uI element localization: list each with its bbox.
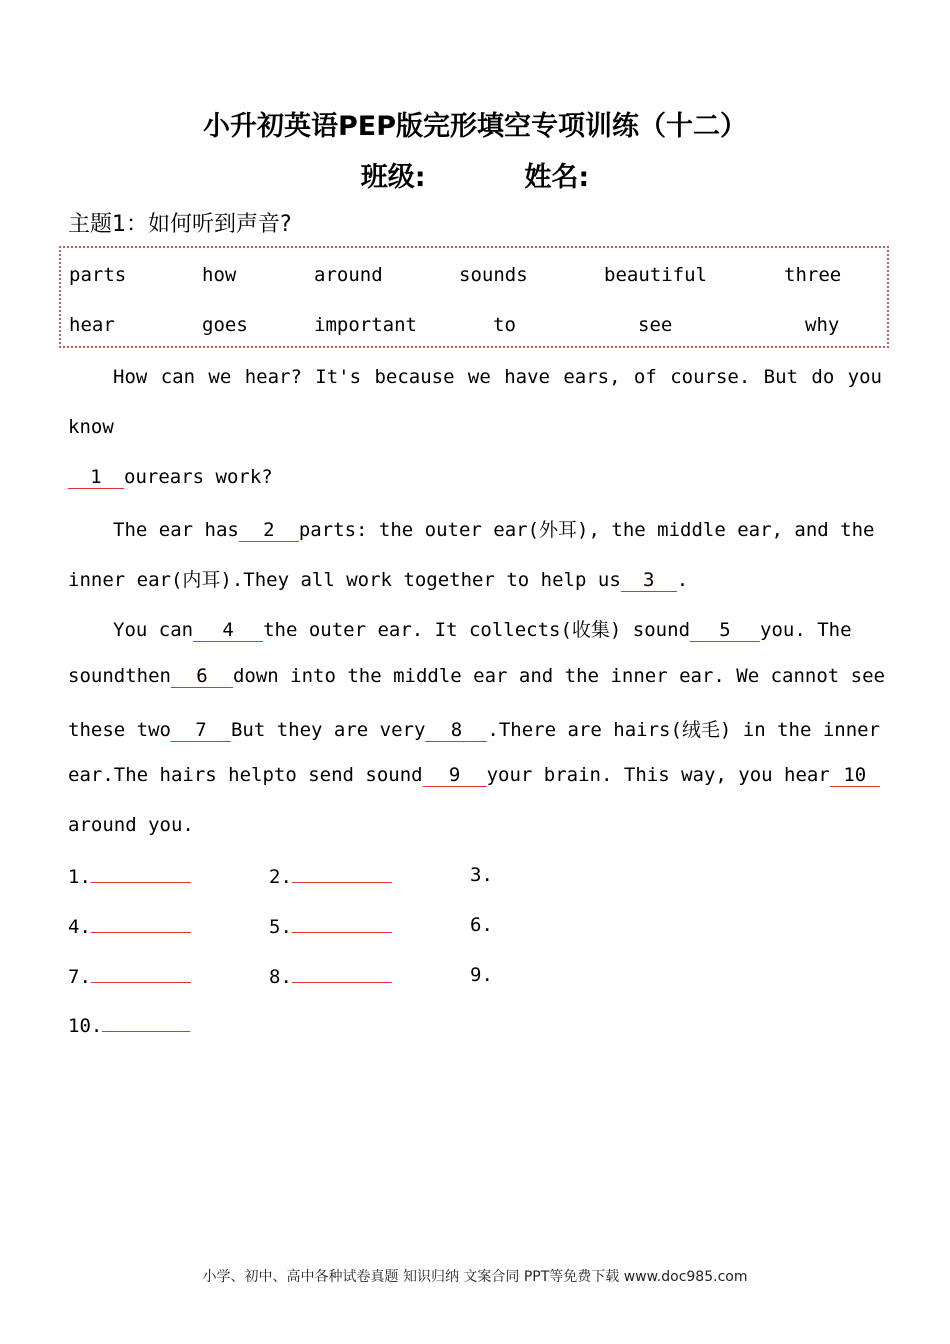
answer-number: 5. — [269, 916, 292, 938]
blank-4[interactable]: 4 — [193, 621, 263, 642]
answer-item — [269, 914, 392, 938]
passage-text: .There are hairs(绒毛) in the inner — [487, 719, 881, 741]
answer-number: 1. — [68, 866, 91, 888]
word-bank-item: around — [314, 264, 383, 286]
word-bank-item: parts — [69, 264, 127, 286]
blank-6[interactable]: 6 — [171, 667, 233, 688]
blank-9[interactable]: 9 — [423, 766, 487, 787]
answer-item — [68, 964, 191, 988]
word-bank-item: sounds — [459, 264, 528, 286]
blank-10[interactable]: 10 — [830, 766, 880, 787]
passage-line — [68, 466, 273, 489]
word-bank-item: how — [202, 264, 237, 286]
passage-line: How can we hear? It's because we have ears, of course. But do you — [113, 366, 882, 388]
answer-number: 3. — [470, 864, 493, 886]
word-bank — [59, 246, 889, 348]
word-bank-item: see — [638, 314, 673, 336]
blank-5[interactable]: 5 — [690, 621, 760, 642]
passage-text: ear.The hairs helpto send sound — [68, 764, 423, 786]
answer-line-10[interactable] — [102, 1013, 190, 1032]
passage-text: these two — [68, 719, 171, 741]
blank-8[interactable]: 8 — [425, 721, 487, 742]
word-bank-item: beautiful — [604, 264, 707, 286]
answer-item — [68, 914, 191, 938]
page-footer: 小学、初中、高中各种试卷真题 知识归纳 文案合同 PPT等免费下载 www.doc985.com — [202, 1269, 748, 1285]
answer-line-5[interactable] — [292, 914, 392, 933]
passage-text: parts: the outer ear(外耳), the middle ear, and the — [298, 519, 875, 541]
answer-item — [68, 864, 191, 888]
answer-item — [269, 964, 392, 988]
answer-line-1[interactable] — [91, 864, 191, 883]
passage-text: But they are very — [230, 719, 426, 741]
passage-line — [68, 665, 885, 688]
passage-text: the outer ear. It collects(收集) sound — [263, 619, 691, 641]
student-info — [0, 155, 950, 194]
answer-line-4[interactable] — [91, 914, 191, 933]
passage-text: you. The — [760, 619, 852, 641]
passage-text: You can — [113, 619, 194, 641]
passage-line — [68, 764, 880, 787]
word-bank-item: goes — [202, 314, 248, 336]
word-bank-item: why — [805, 314, 840, 336]
answer-item — [470, 914, 493, 936]
answer-line-8[interactable] — [292, 964, 392, 983]
answer-number: 7. — [68, 966, 91, 988]
answer-item — [269, 864, 392, 888]
word-bank-item: to — [493, 314, 516, 336]
passage-line — [68, 715, 880, 742]
answer-line-7[interactable] — [91, 964, 191, 983]
page-title: 小升初英语PEP版完形填空专项训练（十二） — [202, 111, 748, 142]
answer-item — [470, 964, 493, 986]
passage-text: ourears work? — [124, 466, 273, 488]
word-bank-item: hear — [69, 314, 115, 336]
blank-3[interactable]: 3 — [621, 571, 677, 592]
answer-number: 2. — [269, 866, 292, 888]
word-bank-item: important — [314, 314, 417, 336]
passage-text: The ear has — [113, 519, 239, 541]
topic-heading: 主题1：如何听到声音? — [68, 212, 292, 237]
passage-line — [113, 515, 882, 542]
class-label: 班级: — [360, 162, 426, 193]
passage-line — [68, 565, 688, 592]
answer-number: 8. — [269, 966, 292, 988]
passage-line — [113, 615, 852, 642]
passage-line: around you. — [68, 814, 194, 836]
answer-line-2[interactable] — [292, 864, 392, 883]
name-label: 姓名: — [524, 162, 590, 193]
passage-text: soundthen — [68, 665, 171, 687]
word-bank-item: three — [784, 264, 842, 286]
blank-1[interactable]: 1 — [68, 468, 124, 489]
passage-text: down into the middle ear and the inner ear. We cannot see — [232, 665, 885, 687]
answer-number: 9. — [470, 964, 493, 986]
passage-text: inner ear(内耳).They all work together to help us — [68, 569, 621, 591]
passage-text: your brain. This way, you hear — [486, 764, 830, 786]
answer-number: 6. — [470, 914, 493, 936]
passage-line: know — [68, 416, 114, 438]
blank-2[interactable]: 2 — [239, 521, 299, 542]
answer-item — [68, 1013, 190, 1037]
answer-item — [470, 864, 493, 886]
answer-number: 4. — [68, 916, 91, 938]
answer-number: 10. — [68, 1015, 103, 1037]
blank-7[interactable]: 7 — [171, 721, 231, 742]
passage-text: . — [676, 569, 689, 591]
